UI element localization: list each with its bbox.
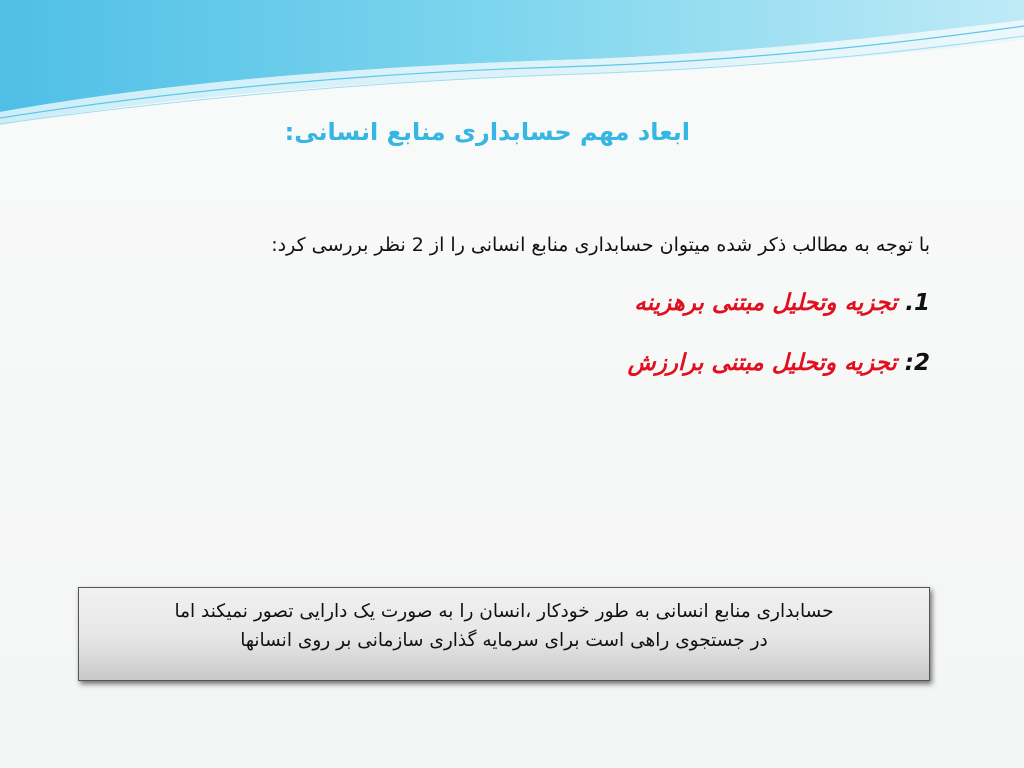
note-box [78,587,930,681]
slide-title: ابعاد مهم حسابداری منابع انسانی: [284,118,690,146]
note-line-1: حسابداری منابع انسانی به طور خودکار ،انسان را به صورت یک دارایی تصور نمیکند اما [174,601,834,622]
intro-text: با توجه به مطالب ذکر شده میتوان حسابداری منابع انسانی را از 2 نظر بررسی کرد: [271,234,930,256]
list-item-2 [130,350,930,376]
list-item-1 [130,290,930,316]
list-item-1-number: 1. [905,290,930,316]
list-item-2-text: تجزیه وتحلیل مبتنی برارزش [627,350,897,376]
note-line-2: در جستجوی راهی است برای سرمایه گذاری سازمانی بر روی انسانها [240,629,768,651]
list-item-2-number: 2: [904,350,930,376]
list-item-1-text: تجزیه وتحلیل مبتنی برهزینه [634,290,898,316]
